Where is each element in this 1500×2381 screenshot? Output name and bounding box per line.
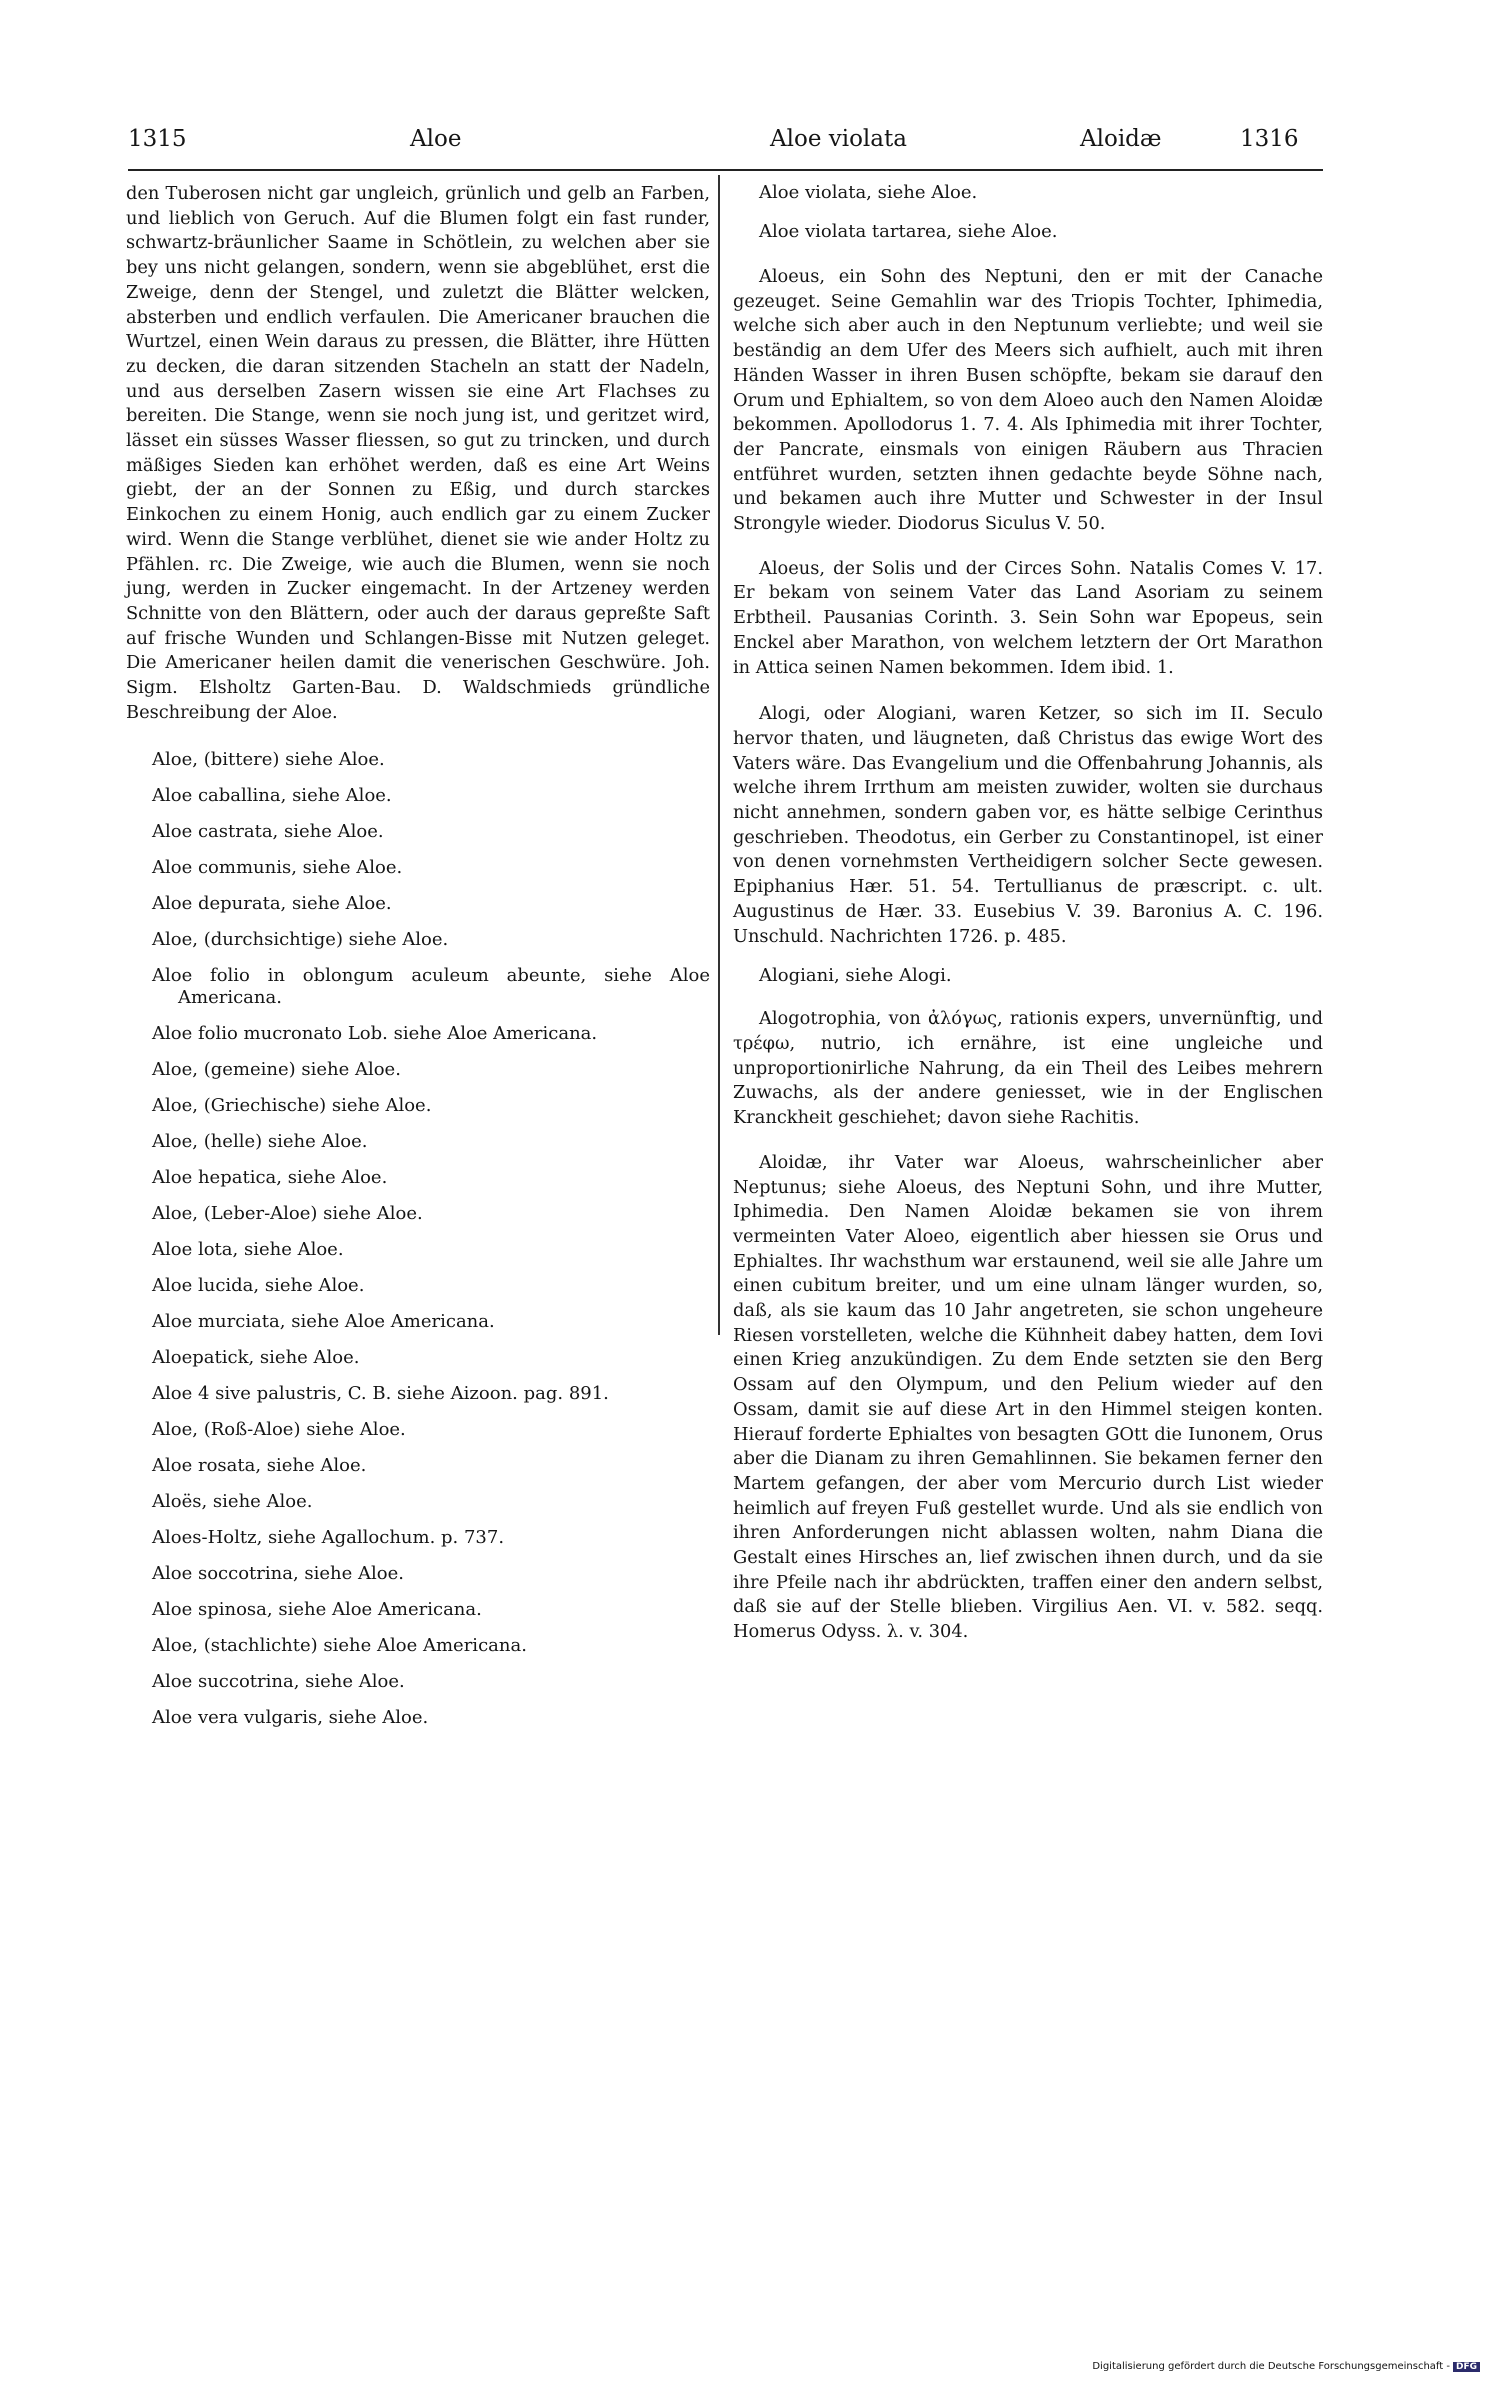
cross-reference-entry: Aloe folio mucronato Lob. siehe Aloe Americana. bbox=[152, 1023, 598, 1045]
cross-reference-entry: Aloe, (bittere) siehe Aloe. bbox=[152, 749, 385, 771]
digitization-footer bbox=[1092, 2361, 1480, 2372]
cross-reference-entry: Aloe soccotrina, siehe Aloe. bbox=[152, 1563, 404, 1585]
cross-reference-entry: Aloe hepatica, siehe Aloe. bbox=[152, 1167, 388, 1189]
cross-reference-entry: Aloe, (Leber-Aloe) siehe Aloe. bbox=[152, 1203, 423, 1225]
right-column bbox=[733, 182, 1323, 1645]
cross-reference-entry: Aloe vera vulgaris, siehe Aloe. bbox=[152, 1707, 429, 1729]
article-paragraph: den Tuberosen nicht gar ungleich, grünlich und gelb an Farben, und lieblich von Geruch. Auf die Blumen folgt ein fast runder, schwartz-bräunlicher Saame in Schötlein, zu welchen aber sie bey uns nicht gelangen, sondern, wenn sie abgeblühet, erst die Zweige, denn der Stengel, und zuletzt die Blätter welcken, absterben und endlich verfaulen. Die Americaner brauchen die Wurtzel, einen Wein daraus zu pressen, die Blätter, ihre Hütten zu decken, die daran sitzenden Stacheln an statt der Nadeln, und aus derselben Zasern wissen sie eine Art Flachses zu bereiten. Die Stange, wenn sie noch jung ist, und geritzet wird, lässet ein süsses Wasser fliessen, so gut zu trincken, und durch mäßiges Sieden kan erhöhet werden, daß es eine Art Weins giebt, der an der Sonnen zu Eßig, und durch starckes Einkochen zu einem Honig, auch endlich gar zu einem Zucker wird. Wenn die Stange verblühet, dienet sie wie ander Holtz zu Pfählen. rc. Die Zweige, wie auch die Blumen, wenn sie noch jung, werden in Zucker eingemacht. In der Artzeney werden Schnitte von den Blättern, oder auch der daraus gepreßte Saft auf frische Wunden und Schlangen-Bisse mit Nutzen geleget. Die Americaner heilen damit die venerischen Geschwüre. Joh. Sigm. Elsholtz Garten-Bau. D. Waldschmieds gründliche Beschreibung der Aloe. bbox=[126, 183, 710, 723]
dfg-logo: DFG bbox=[1453, 2362, 1480, 2372]
cross-reference-entry: Aloe violata, siehe Aloe. bbox=[759, 182, 978, 203]
cross-reference-entry: Aloe, (helle) siehe Aloe. bbox=[152, 1131, 368, 1153]
page-number-right: 1316 bbox=[1240, 126, 1299, 152]
cross-reference-entry: Aloe caballina, siehe Aloe. bbox=[152, 785, 392, 807]
cross-reference-entry: Aloe lucida, siehe Aloe. bbox=[152, 1275, 365, 1297]
cross-reference-entry: Aloe, (durchsichtige) siehe Aloe. bbox=[152, 929, 449, 951]
cross-reference-entry: Alogiani, siehe Alogi. bbox=[759, 965, 952, 987]
cross-reference-entry: Aloepatick, siehe Aloe. bbox=[152, 1347, 360, 1369]
running-head-left: Aloe bbox=[410, 126, 462, 152]
article-paragraph: Aloeus, ein Sohn des Neptuni, den er mit der Canache gezeuget. Seine Gemahlin war des Triopis Tochter, Iphimedia, welche sich aber auch in den Neptunum verliebte; und weil sie beständig an dem Ufer des Meers sich aufhielt, auch mit ihren Händen Wasser in ihren Busen schöpfte, bekam sie darauf den Orum und Ephialtem, so von dem Aloeo auch den Namen Aloidæ bekommen. Apollodorus 1. 7. 4. Als Iphimedia mit ihrer Tochter, der Pancrate, einsmals von einigen Räubern aus Thracien entführet wurden, setzten ihnen gedachte beyde Söhne nach, und bekamen auch ihre Mutter und Schwester in der Insul Strongyle wieder. Diodorus Siculus V. 50. bbox=[733, 266, 1323, 535]
page-number-left: 1315 bbox=[128, 126, 187, 152]
cross-reference-entry: Aloe depurata, siehe Aloe. bbox=[152, 893, 392, 915]
cross-reference-entry: Aloe folio in oblongum aculeum abeunte, siehe Aloe Americana. bbox=[152, 965, 710, 1009]
cross-reference-entry: Aloe succotrina, siehe Aloe. bbox=[152, 1671, 405, 1693]
article-paragraph: Aloidæ, ihr Vater war Aloeus, wahrscheinlicher aber Neptunus; siehe Aloeus, des Neptuni Sohn, und ihre Mutter, Iphimedia. Den Namen Aloidæ bekamen sie von ihrem vermeinten Vater Aloeo, eigentlich aber hiessen sie Orus und Ephialtes. Ihr wachsthum war erstaunend, weil sie alle Jahre um einen cubitum breiter, und um eine ulnam länger wurden, so, daß, als sie kaum das 10 Jahr angetreten, sie schon ungeheure Riesen vorstelleten, welche die Kühnheit dabey hatten, dem Iovi einen Krieg anzukündigen. Zu dem Ende setzten sie den Berg Ossam auf den Olympum, und den Pelium wieder auf den Ossam, damit sie auf diese Art in den Himmel steigen konten. Hierauf forderte Ephialtes von besagten GOtt die Iunonem, Orus aber die Dianam zu ihren Gemahlinnen. Sie bekamen ferner den Martem gefangen, der aber vom Mercurio durch List wieder heimlich auf freyen Fuß gestellet wurde. Und als sie endlich von ihren Anforderungen nicht ablassen wolten, nahm Diana die Gestalt eines Hirsches an, lief zwischen ihnen durch, und da sie ihre Pfeile nach ihr abdrückten, traffen einer den andern selbst, daß sie auf der Stelle blieben. Virgilius Aen. VI. v. 582. seqq. Homerus Odyss. λ. v. 304. bbox=[733, 1151, 1323, 1643]
running-head-right: Aloe violata bbox=[770, 126, 907, 152]
cross-reference-entry: Aloe, (gemeine) siehe Aloe. bbox=[152, 1059, 401, 1081]
cross-reference-entry: Aloe murciata, siehe Aloe Americana. bbox=[152, 1311, 495, 1333]
cross-reference-entry: Aloe communis, siehe Aloe. bbox=[152, 857, 403, 879]
running-head-keyword: Aloidæ bbox=[1080, 126, 1162, 152]
footer-text: Digitalisierung gefördert durch die Deutsche Forschungsgemeinschaft - bbox=[1092, 2361, 1450, 2372]
cross-reference-entry: Aloe lota, siehe Aloe. bbox=[152, 1239, 344, 1261]
cross-reference-entry: Aloe spinosa, siehe Aloe Americana. bbox=[152, 1599, 482, 1621]
cross-reference-entry: Aloe, (Roß-Aloe) siehe Aloe. bbox=[152, 1419, 406, 1441]
cross-reference-entry: Aloe violata tartarea, siehe Aloe. bbox=[759, 221, 1058, 242]
article-paragraph: Alogotrophia, von ἀλόγως, rationis expers, unvernünftig, und τρέφω, nutrio, ich ernähre, ist eine ungleiche und unproportionirliche Nahrung, da ein Theil des Leibes mehrern Zuwachs, als der andere geniesset, wie in der Englischen Kranckheit geschiehet; davon siehe Rachitis. bbox=[733, 1008, 1323, 1129]
article-paragraph: Aloeus, der Solis und der Circes Sohn. Natalis Comes V. 17. Er bekam von seinem Vater das Land Asoriam zu seinem Erbtheil. Pausanias Corinth. 3. Sein Sohn war Epopeus, sein Enckel aber Marathon, von welchem letztern der Ort Marathon in Attica seinen Namen bekommen. Idem ibid. 1. bbox=[733, 557, 1323, 678]
cross-reference-entry: Aloe castrata, siehe Aloe. bbox=[152, 821, 384, 843]
left-column bbox=[126, 182, 710, 1729]
cross-reference-entry: Aloe, (stachlichte) siehe Aloe Americana. bbox=[152, 1635, 527, 1657]
cross-reference-entry: Aloe, (Griechische) siehe Aloe. bbox=[152, 1095, 432, 1117]
header-rule bbox=[128, 169, 1323, 171]
article-paragraph: Alogi, oder Alogiani, waren Ketzer, so sich im II. Seculo hervor thaten, und läugneten, daß Christus das ewige Wort des Vaters wäre. Das Evangelium und die Offenbahrung Johannis, als welche ihrem Irrthum am meisten zuwider, wolten sie durchaus nicht annehmen, sondern gaben vor, es hätte selbige Cerinthus geschrieben. Theodotus, ein Gerber zu Constantinopel, ist einer von denen vornehmsten Vertheidigern solcher Secte gewesen. Epiphanius Hær. 51. 54. Tertullianus de præscript. c. ult. Augustinus de Hær. 33. Eusebius V. 39. Baronius A. C. 196. Unschuld. Nachrichten 1726. p. 485. bbox=[733, 703, 1323, 947]
column-rule bbox=[718, 175, 720, 1335]
cross-reference-entry: Aloës, siehe Aloe. bbox=[152, 1491, 313, 1513]
cross-reference-entry: Aloes-Holtz, siehe Agallochum. p. 737. bbox=[152, 1527, 505, 1549]
cross-reference-entry: Aloe 4 sive palustris, C. B. siehe Aizoon. pag. 891. bbox=[152, 1383, 609, 1405]
cross-reference-entry: Aloe rosata, siehe Aloe. bbox=[152, 1455, 367, 1477]
